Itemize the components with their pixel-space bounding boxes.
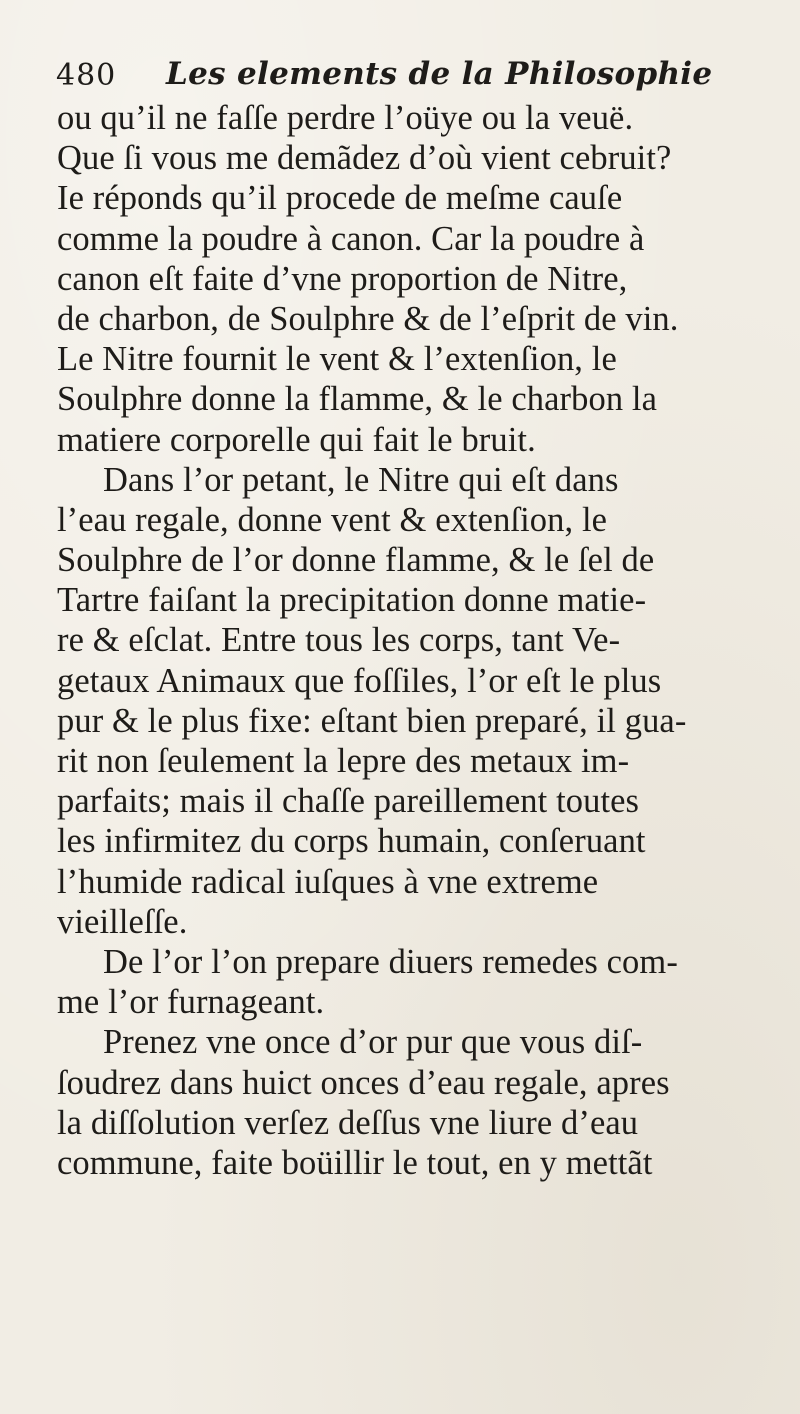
text-line: de charbon, de Soulphre & de l’eſprit de vin. — [57, 299, 679, 338]
text-line: pur & le plus fixe: eſtant bien preparé, il gua- — [57, 701, 687, 740]
text-line: Soulphre de l’or donne flamme, & le ſel de — [57, 541, 655, 580]
text-line: canon eſt faite d’vne proportion de Nitre, — [57, 259, 628, 298]
text-line: Tartre faiſant la precipitation donne matie- — [57, 581, 647, 620]
text-line: Ie réponds qu’il procede de meſme cauſe — [57, 179, 623, 218]
text-line: re & eſclat. Entre tous les corps, tant Ve- — [57, 621, 621, 660]
body-text — [57, 98, 787, 1183]
text-line: vieilleſſe. — [57, 902, 188, 941]
text-line: l’eau regale, donne vent & extenſion, le — [57, 500, 608, 539]
text-line: ſoudrez dans huict onces d’eau regale, apres — [57, 1063, 670, 1102]
text-line: Soulphre donne la flamme, & le charbon la — [57, 380, 657, 419]
paragraph-start-line: Prenez vne once d’or pur que vous diſ- — [103, 1023, 643, 1062]
text-line: comme la poudre à canon. Car la poudre à — [57, 219, 645, 258]
text-line: getaux Animaux que foſſiles, l’or eſt le plus — [57, 661, 662, 700]
text-line: rit non ſeulement la lepre des metaux im- — [57, 742, 630, 780]
page-header — [56, 54, 756, 98]
text-line: les infirmitez du corps humain, conſeruant — [57, 822, 646, 861]
page-number: 480 — [56, 58, 117, 93]
text-line: Que ſi vous me demãdez d’où vient cebruit? — [57, 139, 672, 178]
text-line: la diſſolution verſez deſſus vne liure d’eau — [57, 1103, 639, 1142]
running-title: Les elements de la Philosophie — [166, 56, 713, 92]
text-line: l’humide radical iuſques à vne extreme — [57, 862, 599, 901]
text-line: Le Nitre fournit le vent & l’extenſion, le — [57, 340, 617, 379]
text-line: parfaits; mais il chaſſe pareillement toutes — [57, 782, 640, 821]
paragraph-start-line: De l’or l’on prepare diuers remedes com- — [103, 942, 678, 981]
text-line: me l’or furnageant. — [57, 983, 325, 1022]
text-line: matiere corporelle qui fait le bruit. — [57, 420, 536, 459]
paragraph-start-line: Dans l’or petant, le Nitre qui eſt dans — [103, 460, 619, 499]
text-line: commune, faite boüillir le tout, en y mettãt — [57, 1143, 653, 1182]
text-line: ou qu’il ne faſſe perdre l’oüye ou la veuë. — [57, 99, 634, 137]
